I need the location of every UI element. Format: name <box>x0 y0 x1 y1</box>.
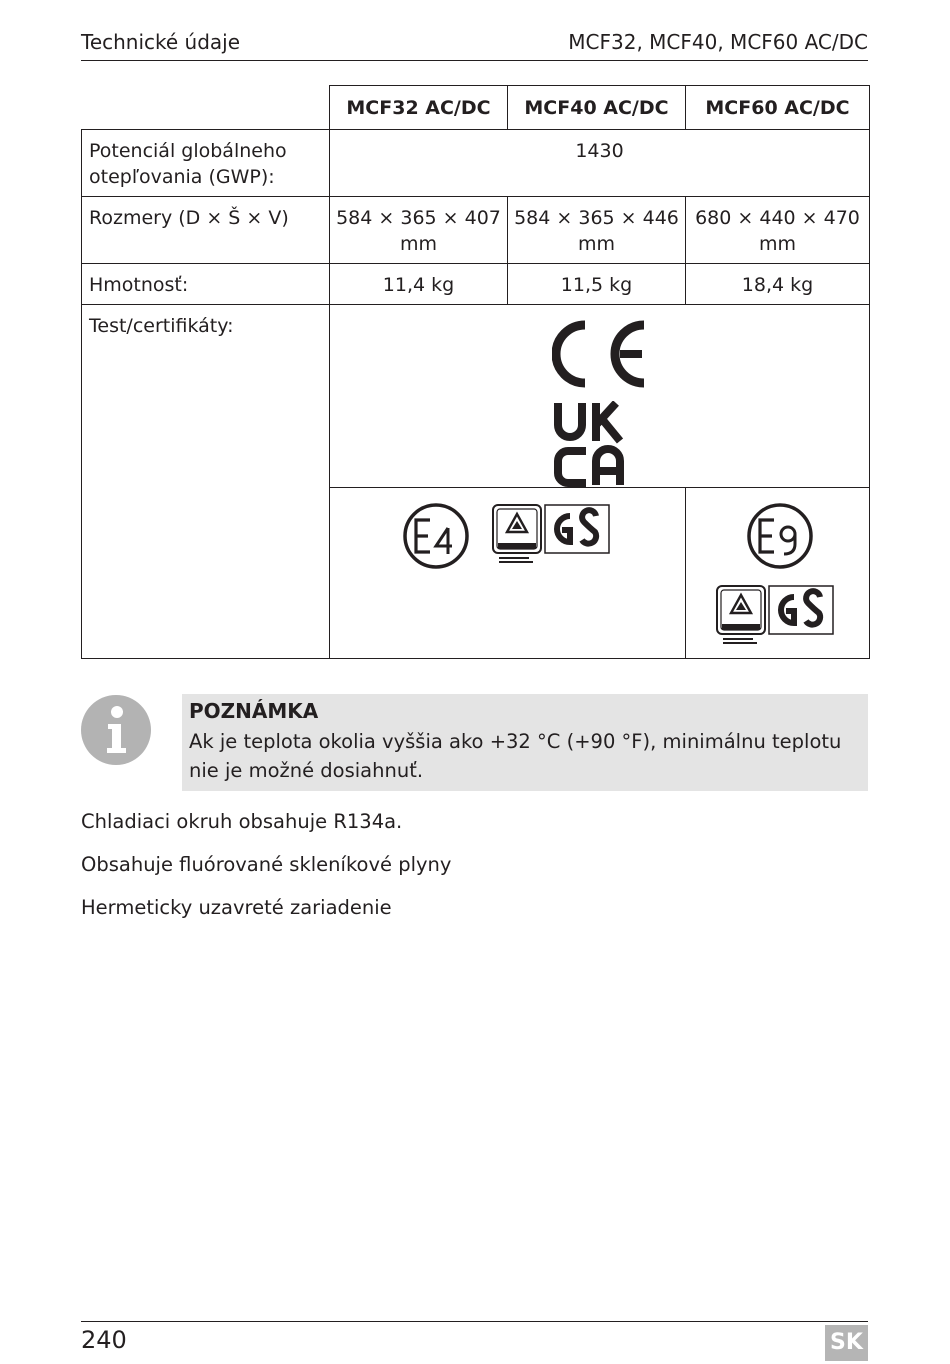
table-row-certificates <box>82 305 870 488</box>
cert-cell-ce-ukca <box>330 305 870 488</box>
language-badge: SK <box>825 1325 868 1361</box>
info-icon <box>80 694 152 766</box>
ce-mark-icon <box>552 319 648 389</box>
gwp-value: 1430 <box>330 130 870 197</box>
table-row-dimensions <box>82 197 870 264</box>
paragraph-fluorinated-gases: Obsahuje fluórované skleníkové plyny <box>81 853 452 876</box>
header-section-title: Technické údaje <box>81 30 241 54</box>
table-row-gwp <box>82 130 870 197</box>
table-row-mass <box>82 264 870 305</box>
column-header-mcf32: MCF32 AC/DC <box>330 86 508 130</box>
footer-divider <box>81 1321 868 1322</box>
row-label-certificates: Test/certifikáty: <box>82 305 330 659</box>
paragraph-refrigerant: Chladiaci okruh obsahuje R134a. <box>81 810 403 833</box>
dimensions-mcf60: 680 × 440 × 470 mm <box>686 197 870 264</box>
cert-cell-e4-tuv <box>330 488 686 659</box>
header-model-names: MCF32, MCF40, MCF60 AC/DC <box>568 30 868 54</box>
page-number: 240 <box>81 1326 127 1354</box>
note-text: Ak je teplota okolia vyššia ako +32 °C (+90 °F), minimálnu teplotu nie je možné dosiahnuť. <box>189 730 842 782</box>
paragraph-hermetic: Hermeticky uzavreté zariadenie <box>81 896 392 919</box>
dimensions-mcf40: 584 × 365 × 446 mm <box>508 197 686 264</box>
ukca-mark-icon <box>554 401 638 487</box>
row-label-mass: Hmotnosť: <box>82 264 330 305</box>
table-header-row <box>82 86 870 130</box>
note-title: POZNÁMKA <box>189 699 319 723</box>
mass-mcf60: 18,4 kg <box>686 264 870 305</box>
dimensions-mcf32: 584 × 365 × 407 mm <box>330 197 508 264</box>
mass-mcf32: 11,4 kg <box>330 264 508 305</box>
e4-approval-icon <box>402 502 470 570</box>
row-label-gwp: Potenciál globálneho otepľovania (GWP): <box>82 130 330 197</box>
note-box <box>182 694 868 791</box>
e9-approval-icon <box>746 502 814 570</box>
column-header-mcf60: MCF60 AC/DC <box>686 86 870 130</box>
table-corner <box>82 86 330 130</box>
tuv-gs-badge-icon <box>492 504 610 566</box>
tuv-gs-badge-icon <box>716 585 834 647</box>
column-header-mcf40: MCF40 AC/DC <box>508 86 686 130</box>
row-label-dimensions: Rozmery (D × Š × V) <box>82 197 330 264</box>
header-divider <box>81 60 868 61</box>
mass-mcf40: 11,5 kg <box>508 264 686 305</box>
cert-cell-e9-tuv <box>686 488 870 659</box>
spec-table <box>81 85 870 659</box>
